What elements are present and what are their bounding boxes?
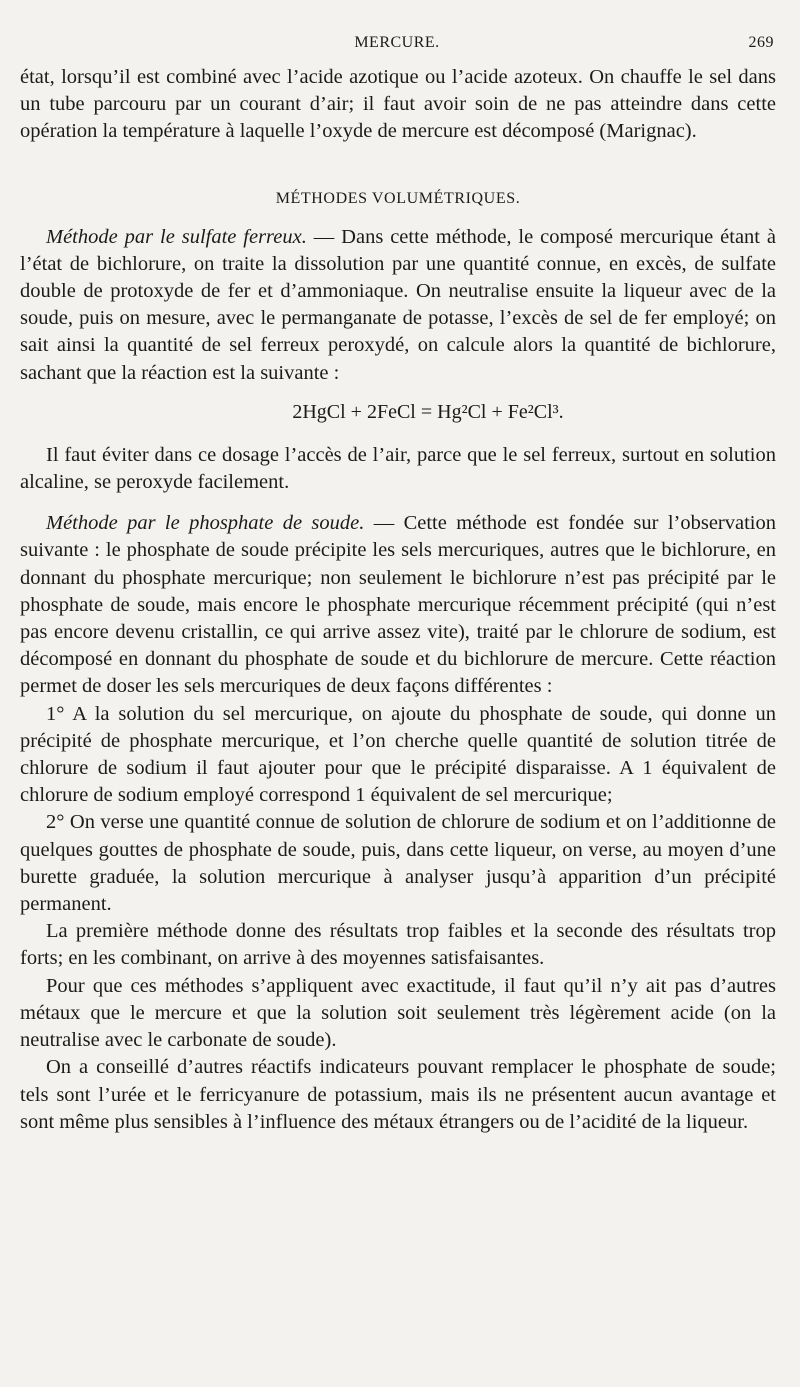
page-body: [20, 64, 776, 1136]
paragraph-results: La première méthode donne des résultats trop faibles et la seconde des résultats trop forts; en les combinant, on arrive à des moyennes satisfaisantes.: [20, 920, 776, 970]
method-title-sulfate: Méthode par le sulfate ferreux.: [46, 225, 307, 248]
method-title-phosphate: Méthode par le phosphate de soude.: [46, 512, 365, 535]
paragraph-other-reagents: On a conseillé d’autres réactifs indicateurs pouvant remplacer le phosphate de soude; tels sont l’urée et le ferricyanure de potassium, mais ils ne présentent aucun avantage et sont même plus sensibles à l’influence des métaux étrangers ou de l’acidité de la liqueur.: [20, 1056, 776, 1133]
paragraph-gap: [20, 496, 776, 510]
paragraph-first-way: 1° A la solution du sel mercurique, on ajoute du phosphate de soude, qui donne un précipité de phosphate mercurique, et l’on cherche quelle quantité de solution titrée de chlorure de sodium il faut ajouter pour que le précipité disparaisse. A 1 équivalent de chlorure de sodium employé correspond 1 équivalent de sel mercurique;: [20, 702, 776, 807]
page-number: 269: [748, 34, 774, 51]
paragraph-second-way: 2° On verse une quantité connue de solution de chlorure de sodium et on l’additionne de quelques gouttes de phosphate de soude, puis, dans cette liqueur, on verse, au moyen d’une burette graduée, la solution mercurique à analyser jusqu’à apparition d’un précipité permanent.: [20, 811, 776, 916]
paragraph-phosphate-text: — Cette méthode est fondée sur l’observation suivante : le phosphate de soude précipite les sels mercuriques, autres que le bichlorure, en donnant du phosphate mercurique; non seulement le bichlorure n’est pas précipité par le phosphate de soude, mais encore le phosphate mercurique récemment précipité (qui n’est pas encore devenu cristallin, ce qui arrive assez vite), traité par le chlorure de sodium, est décomposé en donnant du phosphate de soude et du bichlorure de mercure. Cette réaction permet de doser les sels mercuriques de deux façons différentes :: [20, 512, 776, 698]
paragraph-continuation: état, lorsqu’il est combiné avec l’acide azotique ou l’acide azoteux. On chauffe le sel dans un tube parcouru par un courant d’air; il faut avoir soin de ne pas atteindre dans cette opération la température à laquelle l’oxyde de mercure est décomposé (Marignac).: [20, 66, 776, 143]
paragraph-sulfate-text: — Dans cette méthode, le composé mercurique étant à l’état de bichlorure, on traite la dissolution par une quantité connue, en excès, de sulfate double de protoxyde de fer et d’ammoniaque. On neutralise ensuite la liqueur avec de la soude, puis on mesure, avec le permanganate de potasse, l’excès de sel de fer employé; on sait ainsi la quantité de sel ferreux peroxydé, on calcule alors la quantité de bichlorure, sachant que la réaction est la suivante :: [20, 225, 777, 384]
paragraph-exactitude: Pour que ces méthodes s’appliquent avec exactitude, il faut qu’il n’y ait pas d’autres métaux que le mercure et que la solution soit seulement très légèrement acide (on la neutralise avec le carbonate de soude).: [20, 974, 776, 1052]
paragraph-air-warning: Il faut éviter dans ce dosage l’accès de l’air, parce que le sel ferreux, surtout en solution alcaline, se peroxyde facilement.: [20, 443, 776, 494]
paragraph-sulfate-method: [20, 224, 776, 387]
chemical-equation: 2HgCl + 2FeCl = Hg²Cl + Fe²Cl³.: [292, 400, 564, 423]
paragraph-phosphate-method: [20, 510, 776, 700]
running-head: [20, 34, 774, 60]
section-heading: MÉTHODES VOLUMÉTRIQUES.: [275, 189, 521, 207]
running-head-title: MERCURE.: [354, 34, 440, 51]
